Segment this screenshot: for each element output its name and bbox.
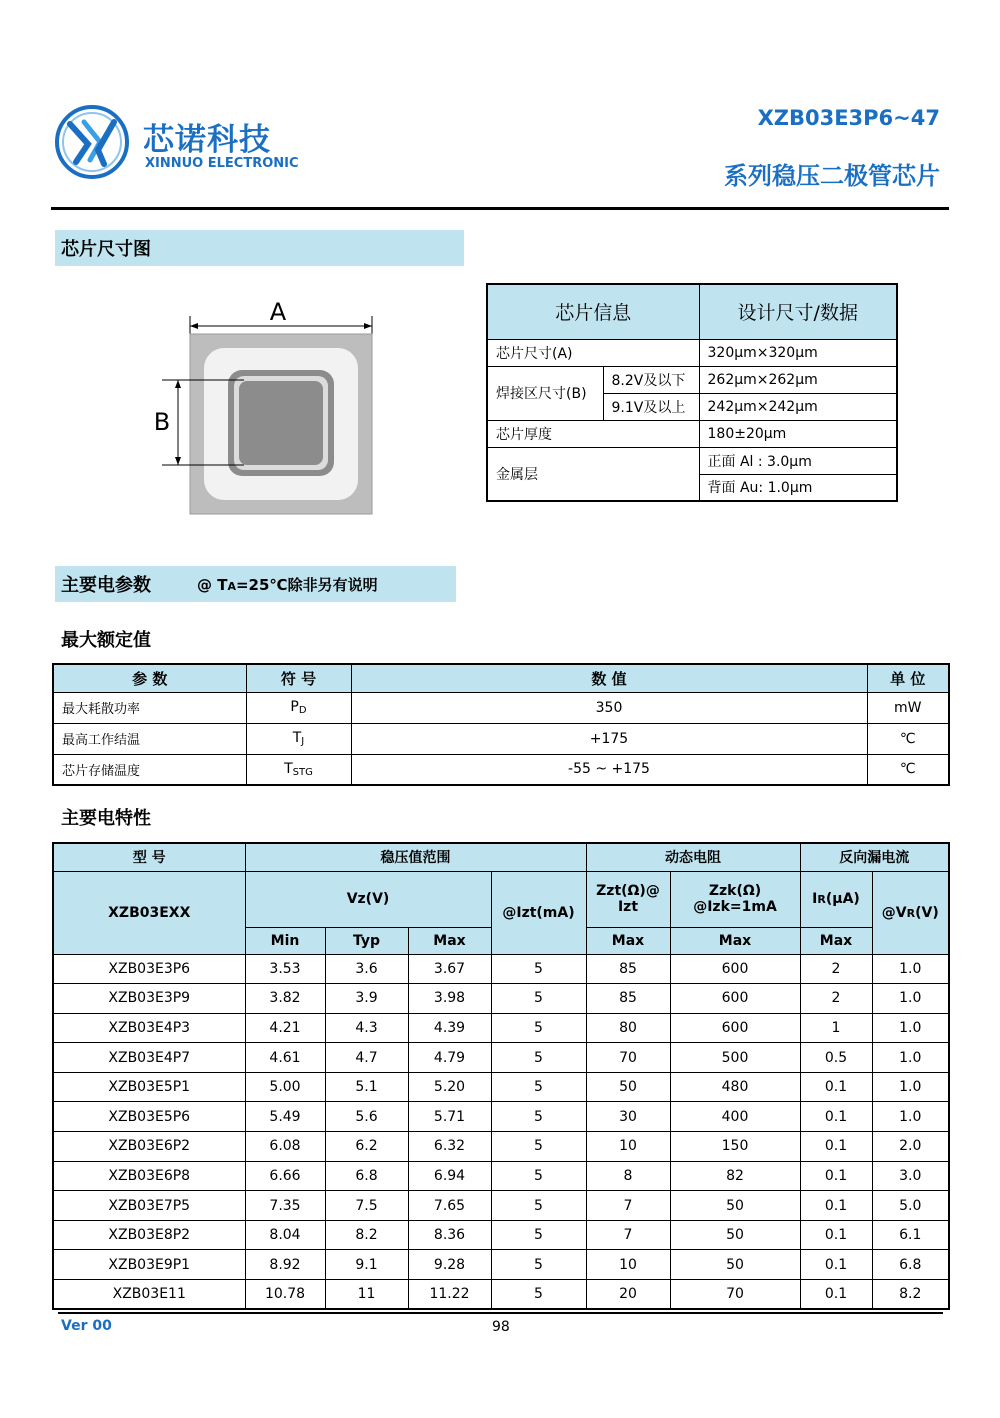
header-divider: [51, 207, 949, 210]
izt-cell: 5: [491, 954, 586, 984]
vz-min-cell: 8.04: [245, 1220, 325, 1250]
part-number-cell: XZB03E11: [53, 1280, 245, 1310]
table-row: [53, 954, 949, 984]
chip-size-value: 320μm×320μm: [699, 339, 897, 366]
reverse-leakage-header: 反向漏电流: [800, 843, 949, 871]
table-row: [53, 692, 949, 723]
vr-cell: 1.0: [872, 1043, 949, 1073]
max-header: Max: [408, 927, 491, 954]
electrical-section-title: 主要电参数: [61, 575, 151, 596]
part-number-cell: XZB03E4P7: [53, 1043, 245, 1073]
pad-size-label: 焊接区尺寸(B): [487, 366, 603, 420]
table-row: [53, 1043, 949, 1073]
vz-min-cell: 3.82: [245, 984, 325, 1014]
param-cell: 最高工作结温: [53, 723, 246, 754]
table-row: [53, 1220, 949, 1250]
vz-max-cell: 8.36: [408, 1220, 491, 1250]
vr-cell: 5.0: [872, 1191, 949, 1221]
pad-low-value: 262μm×262μm: [699, 366, 897, 393]
izt-header: @Izt(mA): [491, 871, 586, 954]
chip-info-header: 芯片信息: [487, 284, 699, 339]
part-number-cell: XZB03E3P6: [53, 954, 245, 984]
footer-divider: [58, 1312, 943, 1314]
table-row: [53, 1102, 949, 1132]
vr-header: @VR(V): [872, 871, 949, 954]
part-number-cell: XZB03E4P3: [53, 1013, 245, 1043]
part-number-header: XZB03EXX: [53, 871, 245, 954]
izt-cell: 5: [491, 1132, 586, 1162]
dynamic-resistance-header: 动态电阻: [586, 843, 800, 871]
table-row: [53, 1191, 949, 1221]
vz-typ-cell: 4.7: [325, 1043, 408, 1073]
ir-cell: 0.1: [800, 1220, 872, 1250]
page-number: 98: [492, 1319, 510, 1335]
unit-cell: ℃: [867, 754, 949, 785]
part-number-cell: XZB03E5P1: [53, 1072, 245, 1102]
table-row: [53, 1161, 949, 1191]
zzk-cell: 600: [670, 984, 800, 1014]
unit-header: 单 位: [867, 664, 949, 692]
izt-cell: 5: [491, 1220, 586, 1250]
chip-size-section-title: 芯片尺寸图: [61, 239, 151, 260]
value-cell: +175: [351, 723, 867, 754]
zzt-cell: 50: [586, 1072, 670, 1102]
zzk-cell: 600: [670, 1013, 800, 1043]
zzk-cell: 50: [670, 1191, 800, 1221]
ir-cell: 2: [800, 984, 872, 1014]
value-cell: 350: [351, 692, 867, 723]
zzt-cell: 70: [586, 1043, 670, 1073]
chip-dimension-drawing: [148, 290, 388, 520]
zzk-header: Zzk(Ω) @Izk=1mA: [670, 871, 800, 927]
ir-cell: 0.5: [800, 1043, 872, 1073]
max-ratings-table: [52, 663, 950, 786]
vr-cell: 1.0: [872, 954, 949, 984]
izt-cell: 5: [491, 984, 586, 1014]
ir-max-header: Max: [800, 927, 872, 954]
chip-thickness-value: 180±20μm: [699, 420, 897, 447]
vz-max-cell: 6.32: [408, 1132, 491, 1162]
vz-max-cell: 11.22: [408, 1280, 491, 1310]
zzt-cell: 10: [586, 1132, 670, 1162]
vz-typ-cell: 9.1: [325, 1250, 408, 1280]
version-label: Ver 00: [61, 1318, 112, 1334]
izt-cell: 5: [491, 1250, 586, 1280]
vz-header: Vz(V): [245, 871, 491, 927]
model-range-title: XZB03E3P6~47: [757, 106, 940, 130]
vr-cell: 6.8: [872, 1250, 949, 1280]
vz-min-cell: 4.61: [245, 1043, 325, 1073]
vz-typ-cell: 5.1: [325, 1072, 408, 1102]
unit-cell: ℃: [867, 723, 949, 754]
ir-cell: 0.1: [800, 1072, 872, 1102]
vz-typ-cell: 7.5: [325, 1191, 408, 1221]
zzk-max-header: Max: [670, 927, 800, 954]
xinnuo-logo-icon: [54, 104, 130, 180]
table-row: [53, 1132, 949, 1162]
chip-size-label: 芯片尺寸(A): [487, 339, 699, 366]
zzt-cell: 10: [586, 1250, 670, 1280]
table-row: [53, 723, 949, 754]
table-row: [53, 1072, 949, 1102]
ir-header: IR(μA): [800, 871, 872, 927]
pad-low-condition: 8.2V及以下: [603, 366, 699, 393]
vr-cell: 1.0: [872, 984, 949, 1014]
electrical-section-bar: [55, 566, 456, 602]
zzt-cell: 85: [586, 984, 670, 1014]
zzk-cell: 600: [670, 954, 800, 984]
vr-cell: 2.0: [872, 1132, 949, 1162]
izt-cell: 5: [491, 1161, 586, 1191]
series-title: 系列稳压二极管芯片: [724, 162, 940, 190]
ir-cell: 0.1: [800, 1250, 872, 1280]
vr-cell: 3.0: [872, 1161, 949, 1191]
chip-info-table: [486, 283, 898, 502]
ir-cell: 1: [800, 1013, 872, 1043]
zzk-cell: 70: [670, 1280, 800, 1310]
zzt-cell: 7: [586, 1191, 670, 1221]
vr-cell: 1.0: [872, 1072, 949, 1102]
chip-size-section-bar: [55, 230, 464, 266]
vz-min-cell: 4.21: [245, 1013, 325, 1043]
characteristics-title: 主要电特性: [61, 808, 151, 829]
model-group-header: 型 号: [53, 843, 245, 871]
vz-typ-cell: 4.3: [325, 1013, 408, 1043]
vz-typ-cell: 6.8: [325, 1161, 408, 1191]
ir-cell: 0.1: [800, 1191, 872, 1221]
part-number-cell: XZB03E9P1: [53, 1250, 245, 1280]
brand-name-cn: 芯诺科技: [143, 122, 271, 158]
vz-max-cell: 3.67: [408, 954, 491, 984]
table-row: [53, 1280, 949, 1310]
zzt-cell: 20: [586, 1280, 670, 1310]
vr-cell: 8.2: [872, 1280, 949, 1310]
vz-max-cell: 5.71: [408, 1102, 491, 1132]
vz-typ-cell: 5.6: [325, 1102, 408, 1132]
chip-thickness-label: 芯片厚度: [487, 420, 699, 447]
zzk-cell: 400: [670, 1102, 800, 1132]
zzt-header: Zzt(Ω)@ Izt: [586, 871, 670, 927]
vz-typ-cell: 3.9: [325, 984, 408, 1014]
izt-cell: 5: [491, 1280, 586, 1310]
min-header: Min: [245, 927, 325, 954]
vz-min-cell: 7.35: [245, 1191, 325, 1221]
ir-cell: 2: [800, 954, 872, 984]
vz-typ-cell: 3.6: [325, 954, 408, 984]
vz-max-cell: 7.65: [408, 1191, 491, 1221]
izt-cell: 5: [491, 1191, 586, 1221]
dimension-b-label: B: [153, 408, 171, 436]
param-header: 参 数: [53, 664, 246, 692]
zzk-cell: 500: [670, 1043, 800, 1073]
vr-cell: 1.0: [872, 1102, 949, 1132]
table-row: [53, 1250, 949, 1280]
typ-header: Typ: [325, 927, 408, 954]
vz-min-cell: 10.78: [245, 1280, 325, 1310]
zzt-max-header: Max: [586, 927, 670, 954]
izt-cell: 5: [491, 1043, 586, 1073]
part-number-cell: XZB03E8P2: [53, 1220, 245, 1250]
ir-cell: 0.1: [800, 1132, 872, 1162]
part-number-cell: XZB03E7P5: [53, 1191, 245, 1221]
vz-typ-cell: 6.2: [325, 1132, 408, 1162]
zzk-cell: 150: [670, 1132, 800, 1162]
zzt-cell: 80: [586, 1013, 670, 1043]
table-row: [53, 984, 949, 1014]
vz-max-cell: 6.94: [408, 1161, 491, 1191]
vr-cell: 1.0: [872, 1013, 949, 1043]
ir-cell: 0.1: [800, 1280, 872, 1310]
unit-cell: mW: [867, 692, 949, 723]
vz-max-cell: 9.28: [408, 1250, 491, 1280]
test-condition-note: @ TA=25℃除非另有说明: [197, 575, 378, 594]
value-cell: -55 ~ +175: [351, 754, 867, 785]
zzk-cell: 50: [670, 1250, 800, 1280]
part-number-cell: XZB03E6P8: [53, 1161, 245, 1191]
value-header: 数 值: [351, 664, 867, 692]
table-row: [53, 754, 949, 785]
metal-front-value: 正面 Al : 3.0μm: [699, 447, 897, 474]
vr-cell: 6.1: [872, 1220, 949, 1250]
izt-cell: 5: [491, 1102, 586, 1132]
zzk-cell: 82: [670, 1161, 800, 1191]
zzt-cell: 85: [586, 954, 670, 984]
vz-max-cell: 4.79: [408, 1043, 491, 1073]
vz-max-cell: 4.39: [408, 1013, 491, 1043]
pad-high-value: 242μm×242μm: [699, 393, 897, 420]
vz-min-cell: 5.49: [245, 1102, 325, 1132]
vz-max-cell: 5.20: [408, 1072, 491, 1102]
part-number-cell: XZB03E6P2: [53, 1132, 245, 1162]
max-ratings-title: 最大额定值: [61, 630, 151, 651]
symbol-header: 符 号: [246, 664, 351, 692]
vz-min-cell: 3.53: [245, 954, 325, 984]
zzk-cell: 50: [670, 1220, 800, 1250]
ir-cell: 0.1: [800, 1102, 872, 1132]
ir-cell: 0.1: [800, 1161, 872, 1191]
metal-back-value: 背面 Au: 1.0μm: [699, 474, 897, 501]
pad-high-condition: 9.1V及以上: [603, 393, 699, 420]
table-row: [53, 1013, 949, 1043]
vz-typ-cell: 8.2: [325, 1220, 408, 1250]
zzt-cell: 8: [586, 1161, 670, 1191]
zener-range-header: 稳压值范围: [245, 843, 586, 871]
vz-typ-cell: 11: [325, 1280, 408, 1310]
design-data-header: 设计尺寸/数据: [699, 284, 897, 339]
symbol-cell: $T_J$: [246, 723, 351, 754]
vz-min-cell: 6.66: [245, 1161, 325, 1191]
izt-cell: 5: [491, 1013, 586, 1043]
brand-name-en: XINNUO ELECTRONIC: [145, 156, 299, 171]
vz-min-cell: 5.00: [245, 1072, 325, 1102]
zzk-cell: 480: [670, 1072, 800, 1102]
param-cell: 芯片存储温度: [53, 754, 246, 785]
symbol-cell: $T_{STG}$: [246, 754, 351, 785]
part-number-cell: XZB03E5P6: [53, 1102, 245, 1132]
param-cell: 最大耗散功率: [53, 692, 246, 723]
dimension-a-label: A: [269, 298, 287, 326]
vz-max-cell: 3.98: [408, 984, 491, 1014]
symbol-cell: $P_D$: [246, 692, 351, 723]
zzt-cell: 30: [586, 1102, 670, 1132]
part-number-cell: XZB03E3P9: [53, 984, 245, 1014]
zzt-cell: 7: [586, 1220, 670, 1250]
vz-min-cell: 6.08: [245, 1132, 325, 1162]
izt-cell: 5: [491, 1072, 586, 1102]
electrical-characteristics-table: [52, 842, 950, 1310]
vz-min-cell: 8.92: [245, 1250, 325, 1280]
metal-layer-label: 金属层: [487, 447, 699, 501]
